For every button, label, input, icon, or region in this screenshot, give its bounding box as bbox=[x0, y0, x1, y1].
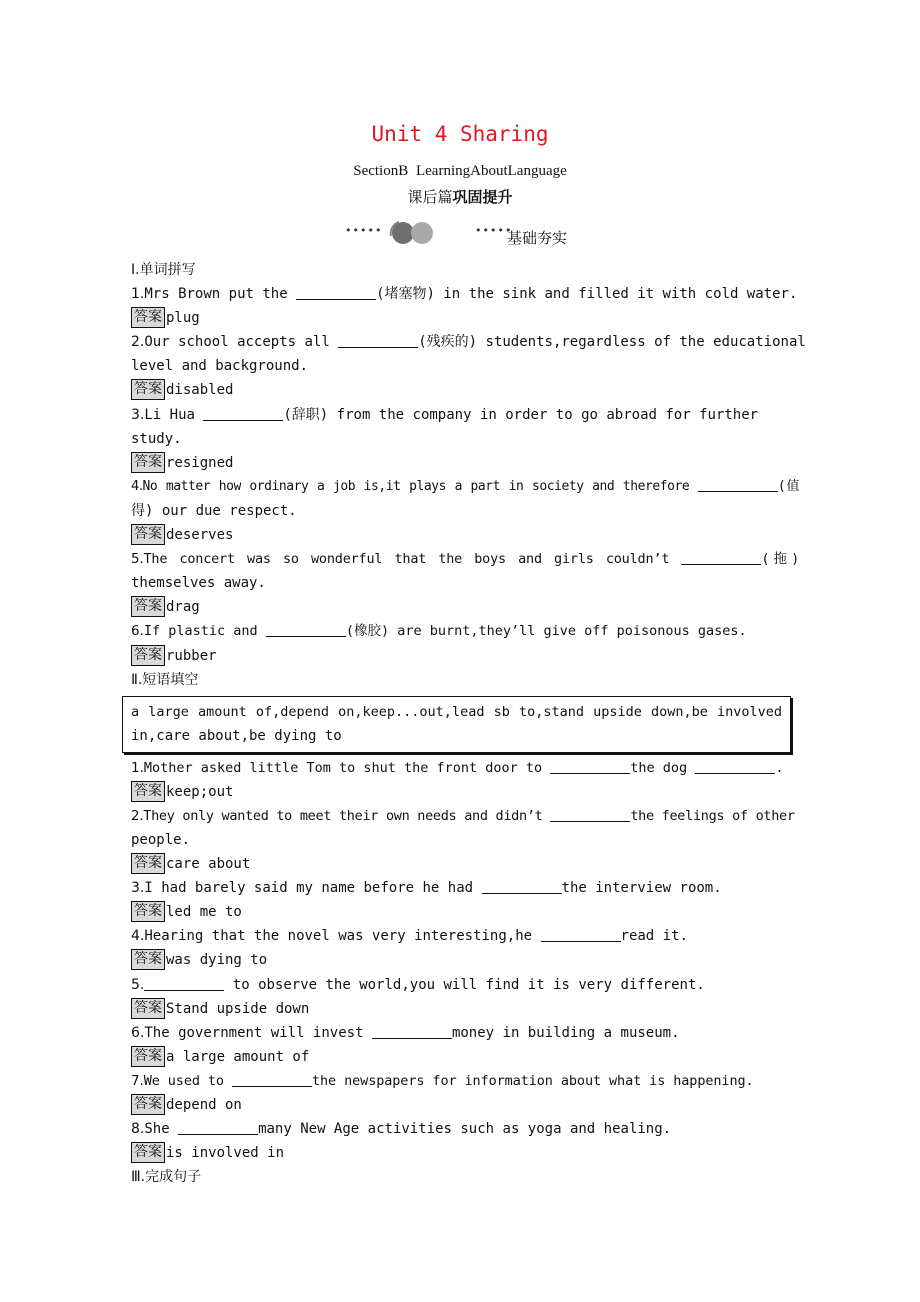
question-continuation: level and background. bbox=[131, 358, 309, 375]
answer-blank[interactable] bbox=[338, 332, 418, 348]
phrase-bank-line: in,care about,be dying to bbox=[131, 727, 342, 744]
answer-row bbox=[131, 900, 799, 924]
answer-blank[interactable] bbox=[695, 758, 775, 774]
answer-row bbox=[131, 1093, 799, 1117]
question-2-5: 5. to observe the world,you will find it is very different. bbox=[131, 976, 705, 993]
answer-text: led me to bbox=[166, 904, 242, 921]
answer-row bbox=[131, 595, 799, 619]
answer-blank[interactable] bbox=[144, 975, 224, 991]
phrase-bank-line: a large amount of,depend on,keep...out,lead sb to,stand upside down,be involved bbox=[131, 703, 782, 720]
part3-heading: Ⅲ.完成句子 bbox=[131, 1169, 202, 1186]
exercise-content bbox=[131, 258, 806, 1189]
answer-text: resigned bbox=[166, 454, 234, 471]
answer-label: 答案 bbox=[131, 1142, 165, 1163]
answer-label: 答案 bbox=[131, 1046, 165, 1067]
question-1-2: 2.Our school accepts all (残疾的) students,regardless of the educational bbox=[131, 334, 806, 351]
answer-blank[interactable] bbox=[266, 621, 346, 637]
answer-label: 答案 bbox=[131, 901, 165, 922]
question-2-4: 4.Hearing that the novel was very interesting,he read it. bbox=[131, 928, 688, 945]
question-1-1: 1.Mrs Brown put the (堵塞物) in the sink and filled it with cold water. bbox=[131, 286, 798, 303]
answer-row bbox=[131, 1045, 799, 1069]
question-continuation: 得) our due respect. bbox=[131, 502, 297, 519]
answer-blank[interactable] bbox=[541, 926, 621, 942]
answer-blank[interactable] bbox=[482, 878, 562, 894]
answer-row bbox=[131, 378, 799, 402]
banner-dots-right: ••••• bbox=[475, 224, 513, 237]
answer-blank[interactable] bbox=[681, 549, 761, 565]
answer-row bbox=[131, 948, 799, 972]
answer-blank[interactable] bbox=[372, 1023, 452, 1039]
answer-label: 答案 bbox=[131, 645, 165, 666]
answer-row bbox=[131, 451, 799, 475]
answer-row bbox=[131, 523, 799, 547]
answer-text: plug bbox=[166, 310, 200, 327]
answer-row bbox=[131, 852, 799, 876]
answer-label: 答案 bbox=[131, 379, 165, 400]
answer-text: was dying to bbox=[166, 952, 268, 969]
question-2-3: 3.I had barely said my name before he had the interview room. bbox=[131, 880, 722, 897]
answer-text: disabled bbox=[166, 382, 234, 399]
question-2-6: 6.The government will invest money in building a museum. bbox=[131, 1024, 680, 1041]
answer-row bbox=[131, 997, 799, 1021]
answer-blank[interactable] bbox=[550, 806, 630, 822]
banner-label: 基础夯实 bbox=[507, 229, 568, 247]
answer-row bbox=[131, 780, 799, 804]
subtitle-bold: 巩固提升 bbox=[452, 188, 513, 206]
answer-label: 答案 bbox=[131, 781, 165, 802]
exercise-subtitle bbox=[0, 186, 920, 207]
banner-dots-left: ••••• bbox=[345, 224, 383, 237]
question-2-2: 2.They only wanted to meet their own needs and didn’t the feelings of other bbox=[131, 807, 795, 824]
section-banner bbox=[345, 220, 585, 246]
section-subtitle: SectionB LearningAboutLanguage bbox=[353, 163, 567, 179]
phrase-bank-box bbox=[122, 696, 791, 753]
answer-row bbox=[131, 644, 799, 668]
part1-heading: Ⅰ.单词拼写 bbox=[131, 262, 196, 278]
answer-label: 答案 bbox=[131, 949, 165, 970]
question-1-6: 6.If plastic and (橡胶) are burnt,they’ll give off poisonous gases. bbox=[131, 623, 747, 640]
answer-label: 答案 bbox=[131, 853, 165, 874]
question-2-1: 1.Mother asked little Tom to shut the front door to the dog . bbox=[131, 759, 784, 776]
answer-text: a large amount of bbox=[166, 1048, 310, 1065]
answer-blank[interactable] bbox=[296, 284, 376, 300]
answer-text: drag bbox=[166, 599, 200, 616]
answer-blank[interactable] bbox=[178, 1119, 258, 1135]
answer-label: 答案 bbox=[131, 998, 165, 1019]
part2-heading: Ⅱ.短语填空 bbox=[131, 671, 199, 688]
question-1-4: 4.No matter how ordinary a job is,it plays a part in society and therefore (值 bbox=[131, 475, 799, 499]
question-1-3: 3.Li Hua (辞职) from the company in order to go abroad for further bbox=[131, 406, 759, 423]
subtitle-plain: 课后篇 bbox=[407, 188, 453, 206]
answer-label: 答案 bbox=[131, 524, 165, 545]
answer-label: 答案 bbox=[131, 1094, 165, 1115]
answer-row bbox=[131, 1141, 799, 1165]
banner-circles-icon bbox=[385, 218, 441, 248]
answer-text: keep;out bbox=[166, 783, 234, 800]
question-1-5: 5.The concert was so wonderful that the boys and girls couldn’t (拖) bbox=[131, 551, 799, 568]
question-2-8: 8.She many New Age activities such as yoga and healing. bbox=[131, 1121, 672, 1138]
answer-blank[interactable] bbox=[232, 1071, 312, 1087]
answer-blank[interactable] bbox=[698, 476, 778, 492]
question-continuation: study. bbox=[131, 430, 182, 447]
answer-label: 答案 bbox=[131, 307, 165, 328]
answer-text: deserves bbox=[166, 527, 234, 544]
answer-blank[interactable] bbox=[550, 758, 630, 774]
answer-label: 答案 bbox=[131, 452, 165, 473]
answer-label: 答案 bbox=[131, 596, 165, 617]
answer-text: depend on bbox=[166, 1097, 242, 1113]
answer-blank[interactable] bbox=[203, 405, 283, 421]
answer-text: Stand upside down bbox=[166, 1000, 310, 1017]
question-continuation: people. bbox=[131, 831, 191, 848]
question-continuation: themselves away. bbox=[131, 575, 266, 592]
answer-text: care about bbox=[166, 856, 251, 873]
answer-text: rubber bbox=[166, 647, 217, 664]
question-2-7: 7.We used to the newspapers for information about what is happening. bbox=[131, 1072, 754, 1089]
answer-row bbox=[131, 306, 799, 330]
page-title: Unit 4 Sharing bbox=[371, 122, 549, 146]
answer-text: is involved in bbox=[166, 1145, 285, 1162]
